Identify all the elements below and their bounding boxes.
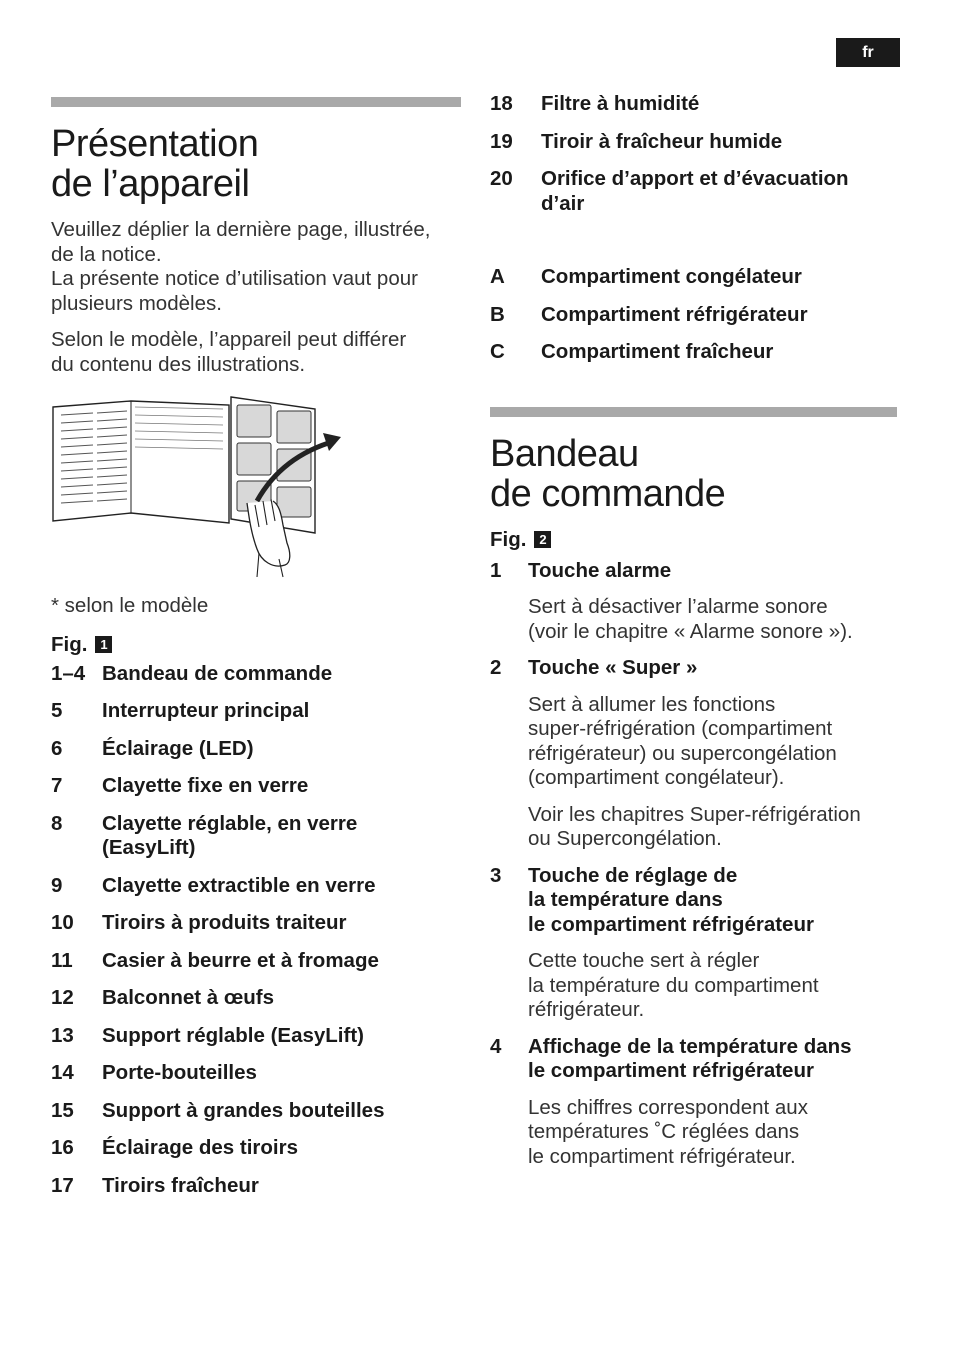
compartment-list <box>490 265 910 365</box>
list-item: 2 Touche « Super » <box>490 656 698 679</box>
booklet-unfold-illustration <box>51 393 351 578</box>
figure-reference-2: Fig. 2 <box>490 528 910 552</box>
item-description: Sert à désactiver l’alarme sonore (voir le chapitre « Alarme sonore »). <box>528 595 853 643</box>
list-item: 8 Clayette réglable, en verre (EasyLift) <box>51 811 358 859</box>
left-column <box>51 97 461 1211</box>
list-item: 13 Support réglable (EasyLift) <box>51 1023 364 1047</box>
list-item: 11 Casier à beurre et à fromage <box>51 948 379 972</box>
list-item: 1 Touche alarme <box>490 558 672 582</box>
item-description: Cette touche sert à régler la température du compartiment réfrigérateur. <box>528 949 819 1021</box>
language-tab: fr <box>836 38 900 67</box>
list-item: 9 Clayette extractible en verre <box>51 873 376 897</box>
list-item: B Compartiment réfrigérateur <box>490 302 808 326</box>
component-list <box>51 662 461 1199</box>
list-item: 7 Clayette fixe en verre <box>51 774 309 797</box>
control-panel-list <box>490 559 910 1170</box>
list-item: 15 Support à grandes bouteilles <box>51 1098 385 1122</box>
list-item: 3 Touche de réglage de la température dans le compartiment réfrigérateur <box>490 863 814 936</box>
intro-paragraph-1: Veuillez déplier la dernière page, illustrée, de la notice. La présente notice d’utilisation vaut pour plusieurs modèles. <box>51 218 431 315</box>
item-description: Les chiffres correspondent aux températures ˚C réglées dans le compartiment réfrigérateur. <box>528 1095 808 1168</box>
list-item: 6 Éclairage (LED) <box>51 736 254 760</box>
right-column <box>490 92 910 1169</box>
list-item: 4 Affichage de la température dans le compartiment réfrigérateur <box>490 1034 852 1082</box>
item-description: Sert à allumer les fonctions super-réfrigération (compartiment réfrigérateur) ou supercongélation (compartiment congélateur). Voir les chapitres Super-réfrigération ou Supercongélation. <box>528 692 861 850</box>
figure-reference-1: Fig. 1 <box>51 633 461 657</box>
list-item: 1–4 Bandeau de commande <box>51 661 333 685</box>
list-item: 10 Tiroirs à produits traiteur <box>51 911 347 934</box>
section-title-control-panel: Bandeau de commande <box>490 432 726 515</box>
list-item: C Compartiment fraîcheur <box>490 340 774 363</box>
footnote: * selon le modèle <box>51 594 209 617</box>
list-item: 14 Porte-bouteilles <box>51 1061 257 1084</box>
component-list-continued <box>490 92 910 216</box>
intro-paragraph-2: Selon le modèle, l’appareil peut différer du contenu des illustrations. <box>51 328 407 376</box>
section-divider <box>51 97 461 107</box>
list-item: A Compartiment congélateur <box>490 265 802 288</box>
list-item: 17 Tiroirs fraîcheur <box>51 1173 259 1197</box>
figure-number-badge: 1 <box>95 636 112 653</box>
list-item: 12 Balconnet à œufs <box>51 986 274 1009</box>
figure-number-badge: 2 <box>534 531 551 548</box>
list-item: 16 Éclairage des tiroirs <box>51 1136 298 1159</box>
list-item: 18 Filtre à humidité <box>490 92 700 115</box>
list-item: 5 Interrupteur principal <box>51 699 310 722</box>
section-title-presentation: Présentation de l’appareil <box>51 123 259 205</box>
section-divider <box>490 407 897 417</box>
list-item: 19 Tiroir à fraîcheur humide <box>490 129 783 153</box>
list-item: 20 Orifice d’apport et d’évacuation d’air <box>490 167 849 215</box>
